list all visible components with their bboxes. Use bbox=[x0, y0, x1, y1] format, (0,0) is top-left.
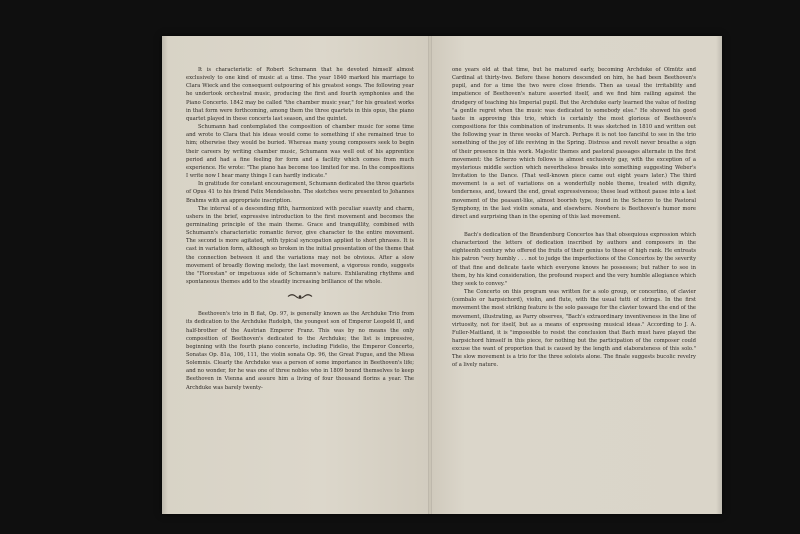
paragraph-schumann-intro: It is characteristic of Robert Schumann that he devoted himself almost exclusively to one kind of music at a time. The year 1840 marked his marriage to Clara Wieck and the consequent outpouring of his greatest songs. The following year he undertook orchestral music, producing the first and fourth symphonies and the Piano Concerto. 1842 may be called "the chamber music year," for his greatest works in that form were forthcoming, among them the three quartets in this opus, the piano quartet played in these concerts last season, and the quintet. bbox=[186, 67, 414, 122]
paragraph-schumann-analysis: The interval of a descending fifth, harmonized with peculiar suavity and charm, ushers in the brief, expressive introduction to the first movement and becomes the germinating principle of the main theme. Grace and tranquillity, combined with Schumann's characteristic romantic fervor, give character to the entire movement. The second is more agitated, with typical syncopation applied to short phrases. It is cast in variation form, although so broken in the initial presentation of the theme that the connection between it and the variations may not be obvious. After a slow movement of broadly flowing melody, the last movement, a vigorous rondo, suggests the "Florestan" or impetuous side of Schumann's nature. Exhilarating rhythms and spontaneous themes add to the steadily increasing brilliance of the whole. bbox=[186, 205, 414, 286]
page-gutter bbox=[428, 36, 432, 514]
program-booklet-spread bbox=[162, 36, 722, 514]
right-page bbox=[430, 36, 722, 514]
ornament-divider-icon bbox=[186, 293, 414, 300]
paragraph-schumann-chamber: Schumann had contemplated the composition of chamber music for some time and wrote to Clara that his ideas would come to something if she remained true to him; otherwise they would be buried. Whereas many young composers seek to begin their careers by writing chamber music, Schumann was well out of his apprentice period and had a fine feeling for form and a facility which comes from much experience. He wrote: "The piano has become too limited for me. In the compositions I write now I hear many things I can hardly indicate." bbox=[186, 124, 414, 180]
left-page bbox=[162, 36, 430, 514]
paragraph-beethoven-archduke: Beethoven's trio in B flat, Op. 97, is generally known as the Archduke Trio from its dedication to the Archduke Rudolph, the youngest son of Emperor Leopold II, and half-brother of the Austrian Emperor Franz. This was by no means the only composition of Beethoven's dedicated to the Archduke; the list is impressive, beginning with the fourth piano concerto, including Fidelio, the Emperor Concerto, Sonatas Op. 81a, 106, 111, the violin sonata Op. 96, the Great Fugue, and the Missa Solemnis. Clearly the Archduke was a person of some importance in Beethoven's life; and no wonder, for he was one of three nobles who in 1809 bound themselves to keep Beethoven in Vienna and assure him a living of four thousand florins a year. The Archduke was barely twenty- bbox=[186, 311, 414, 391]
right-page-column bbox=[452, 66, 696, 370]
paragraph-bach-concerto: The Concerto on this program was written for a solo group, or concertino, of clavier (cembalo or harpsichord), violin, and flute, with the usual tutti of strings. In the first movement the most striking feature is the solo passage for the clavier toward the end of the movement, illustrating, as Parry observes, "Bach's extraordinary inventiveness in the line of virtuosity, not for itself, but as a means of expressing musical ideas." According to J. A. Fuller-Maitland, it is "impossible to resist the conclusion that Bach must have played the harpsichord himself in this piece, for nothing but the participation of the composer could excuse the want of proportion that is caused by the length and elaborateness of this solo." The slow movement is a trio for the three soloists alone. The finale suggests bucolic revelry of a lively nature. bbox=[452, 289, 696, 369]
paragraph-beethoven-continued: one years old at that time, but he matured early, becoming Archduke of Olmütz and Cardinal at thirty-two. Before these honors descended on him, he had been Beethoven's pupil, and for a time the two were close friends. Then as usual the irritability and impatience of Beethoven's nature asserted itself, and we find him railing against the drudgery of teaching his Imperial pupil. But the Archduke early learned the value of feeling "a gentle regret when the music was dedicated to somebody else." He showed his good taste in approving this trio, which is certainly the most glorious of Beethoven's compositions for this combination of instruments. It was sketched in 1810 and written out the following year in three weeks of March. Perhaps it is not too fanciful to see in the trio something of the joy of life reviving in the Spring. Distress and revolt never breathe a sign of their presence in this work. Majestic themes and pastoral passages alternate in the first movement: the Scherzo which follows is almost exclusively gay, with the exception of a mysterious middle section which nevertheless breaks into something suggesting Weber's Invitation to the Dance. (That well-known piece came out eight years later.) The third movement is a set of variations on a wonderfully noble theme, treated with dignity, tenderness, and, toward the end, great expressiveness; these lead without pause into a last movement of the peasant-like, almost boorish type, found in the Scherzo to the Pastoral Symphony, in the last violin sonata, and elsewhere. Nowhere is Beethoven's humor more direct and surprising than in the opening of this last movement. bbox=[452, 67, 696, 220]
left-page-column bbox=[186, 66, 414, 392]
paragraph-bach-dedication: Bach's dedication of the Brandenburg Concertos has that obsequious expression which characterized the letters of dedication inscribed by authors and composers in the eighteenth century who offered the fruits of their genius to those of high rank. He entreats his patron "very humbly . . . not to judge the imperfections of the Concertos by the severity of that fine and delicate taste which everyone knows he possesses; but rather to see in them, by his kind consideration, the profound respect and the very humble allegiance which they seek to convey." bbox=[452, 231, 696, 287]
paragraph-schumann-dedication: In gratitude for constant encouragement, Schumann dedicated the three quartets of Opus 41 to his friend Felix Mendelssohn. The sketches were presented to Johannes Brahms with an appropriate inscription. bbox=[186, 181, 415, 204]
